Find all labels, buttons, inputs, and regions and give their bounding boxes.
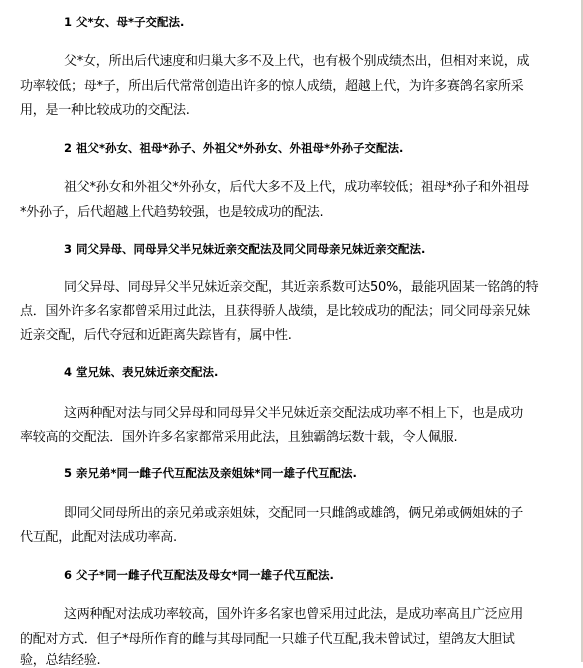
section-5-line-1: 即同父同母所出的亲兄弟或亲姐妹，交配同一只雌鸽或雄鸽，俩兄弟或俩姐妹的子	[64, 506, 524, 521]
section-1-line-3: 用，是一种比较成功的交配法.	[20, 103, 190, 118]
section-2-line-2: *外孙子，后代超越上代趋势较强，也是较成功的配法.	[20, 205, 324, 220]
section-1-line-1: 父*女，所出后代速度和归巢大多不及上代，也有极个别成绩杰出，但相对来说，成	[64, 54, 530, 69]
section-4-line-1: 这两种配对法与同父异母和同母异父半兄妹近亲交配法成功率不相上下，也是成功	[64, 406, 524, 421]
section-6-line-2: 的配对方式．但子*母所作育的雌与其母同配一只雄子代互配,我未曾试过，望鸽友大胆试	[20, 632, 515, 647]
section-4-heading: 4 堂兄妹、表兄妹近亲交配法.	[64, 365, 219, 379]
section-2-line-1: 祖父*孙女和外祖父*外孙女，后代大多不及上代，成功率较低；祖母*孙子和外祖母	[64, 180, 530, 195]
section-3-line-3: 近亲交配，后代夺冠和近距离失踪皆有，属中性.	[20, 328, 292, 343]
section-6-heading: 6 父子*同一雌子代互配法及母女*同一雄子代互配法.	[64, 568, 334, 582]
section-1-heading: 1 父*女、母*子交配法.	[64, 15, 185, 29]
section-6-line-3: 验，总结经验.	[20, 653, 101, 668]
section-4-line-2: 率较高的交配法．国外许多名家都常采用此法，且独霸鸽坛数十载，令人佩服.	[20, 430, 458, 445]
section-5-heading: 5 亲兄弟*同一雌子代互配法及亲姐妹*同一雄子代互配法.	[64, 466, 357, 480]
section-3-heading: 3 同父异母、同母异父半兄妹近亲交配法及同父同母亲兄妹近亲交配法.	[64, 242, 426, 256]
section-5-line-2: 代互配，此配对法成功率高.	[20, 530, 177, 545]
section-3-line-1: 同父异母、同母异父半兄妹近亲交配，其近亲系数可达50%，最能巩固某一铭鸽的特	[64, 280, 539, 295]
section-1-line-2: 功率较低；母*子，所出后代常常创造出许多的惊人成绩，超越上代，为许多赛鸽名家所采	[20, 79, 524, 94]
section-6-line-1: 这两种配对法成功率较高，国外许多名家也曾采用过此法，是成功率高且广泛应用	[64, 607, 524, 622]
section-3-line-2: 点．国外许多名家都曾采用过此法，且获得骄人战绩，是比较成功的配法；同父同母亲兄妹	[20, 304, 531, 319]
section-2-heading: 2 祖父*孙女、祖母*孙子、外祖父*外孙女、外祖母*外孙子交配法.	[64, 141, 404, 155]
